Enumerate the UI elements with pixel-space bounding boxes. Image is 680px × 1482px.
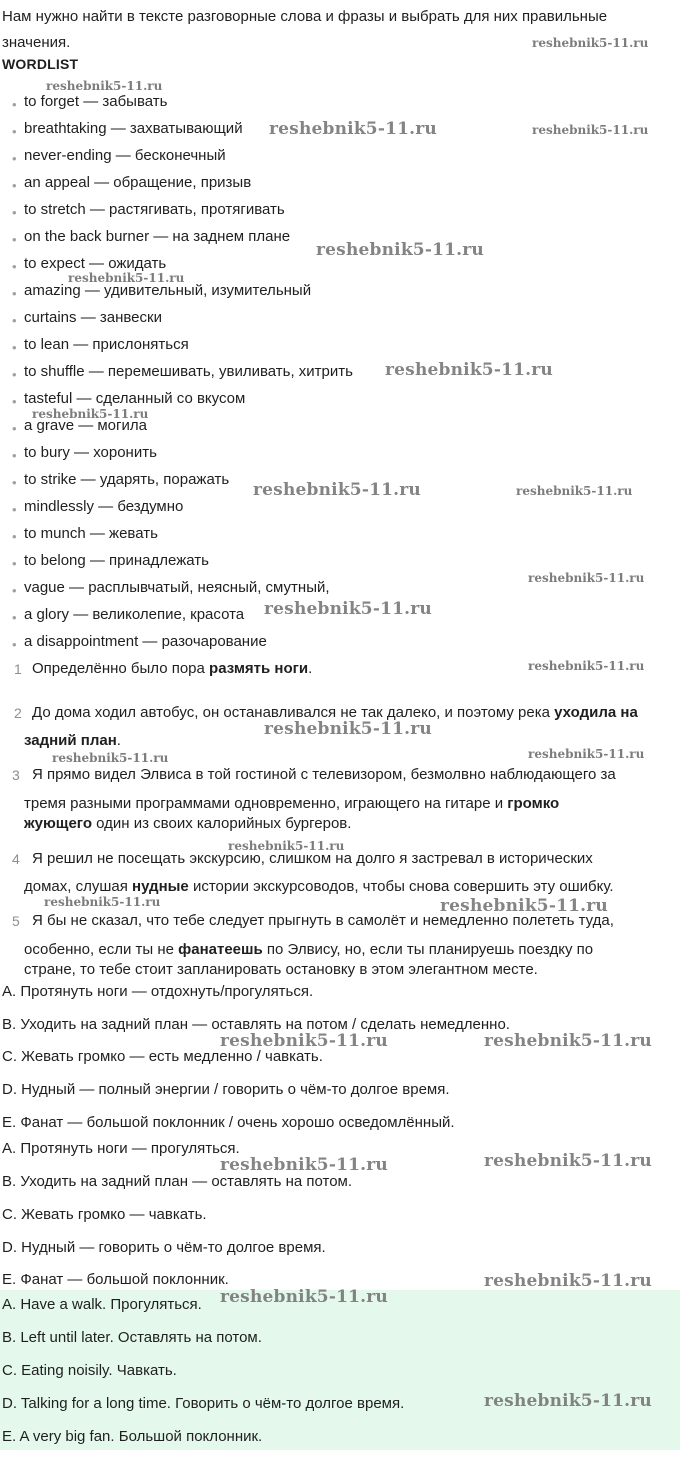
watermark: reshebnik5-11.ru [46,79,163,93]
chosen-item: E. Фанат — большой поклонник. [2,1271,229,1288]
wordlist-item: breathtaking — захватывающий [24,120,243,137]
watermark: reshebnik5-11.ru [269,119,437,139]
bullet-dot: • [12,475,17,490]
wordlist-item: tasteful — сделанный со вкусом [24,390,246,407]
sentence-5-line-3: стране, то тебе стоит запланировать остановку в этом элегантном месте. [24,961,538,978]
bullet-dot: • [12,151,17,166]
wordlist-item: to belong — принадлежать [24,552,209,569]
sentence-5-line-2: особенно, если ты не фанатеешь по Элвису, но, если ты планируешь поездку по [24,941,594,958]
highlight-phrase: жующего [24,815,92,832]
wordlist-item: never-ending — бесконечный [24,147,226,164]
wordlist-item: a grave — могила [24,417,147,434]
option-item: A. Протянуть ноги — отдохнуть/прогуляться. [2,983,314,1000]
bullet-dot: • [12,313,17,328]
highlight-phrase: громко [507,795,560,812]
chosen-item: D. Нудный — говорить о чём-то долгое время. [2,1239,326,1256]
highlight-phrase: задний план [24,732,117,749]
sentence-2-line-1: До дома ходил автобус, он останавливался не так далеко, и поэтому река уходила на [32,704,638,721]
answer-item: C. Eating noisily. Чавкать. [2,1362,177,1379]
bullet-dot: • [12,394,17,409]
bullet-dot: • [12,97,17,112]
wordlist-item: a glory — великолепие, красота [24,606,245,623]
wordlist-item: to bury — хоронить [24,444,157,461]
watermark: reshebnik5-11.ru [528,747,645,761]
sentence-number: 1 [14,661,22,677]
bullet-dot: • [12,529,17,544]
wordlist-heading: WORDLIST [2,56,79,72]
bullet-dot: • [12,448,17,463]
wordlist-item: to strike — ударять, поражать [24,471,230,488]
bullet-dot: • [12,124,17,139]
watermark: reshebnik5-11.ru [528,571,645,585]
watermark: reshebnik5-11.ru [32,407,149,421]
watermark: reshebnik5-11.ru [68,271,185,285]
bullet-dot: • [12,421,17,436]
watermark: reshebnik5-11.ru [264,719,432,739]
bullet-dot: • [12,232,17,247]
wordlist-item: on the back burner — на заднем плане [24,228,291,245]
bullet-dot: • [12,205,17,220]
highlight-phrase: нудные [132,878,189,895]
highlight-phrase: уходила на [554,704,638,721]
watermark: reshebnik5-11.ru [264,599,432,619]
watermark: reshebnik5-11.ru [484,1151,652,1171]
wordlist-item: to stretch — растягивать, протягивать [24,201,285,218]
wordlist-item: to expect — ожидать [24,255,167,272]
watermark: reshebnik5-11.ru [220,1287,388,1307]
wordlist-item: to lean — прислоняться [24,336,189,353]
option-item: D. Нудный — полный энергии / говорить о чём-то долгое время. [2,1081,450,1098]
watermark: reshebnik5-11.ru [253,480,421,500]
watermark: reshebnik5-11.ru [316,240,484,260]
wordlist-item: to shuffle — перемешивать, увиливать, хитрить [24,363,353,380]
sentence-number: 5 [12,913,20,929]
sentence-number: 3 [12,767,20,783]
watermark: reshebnik5-11.ru [228,839,345,853]
chosen-item: A. Протянуть ноги — прогуляться. [2,1140,240,1157]
watermark: reshebnik5-11.ru [516,484,633,498]
wordlist-item: amazing — удивительный, изумительный [24,282,312,299]
watermark: reshebnik5-11.ru [484,1391,652,1411]
sentence-3-line-3: жующего один из своих калорийных бургеров. [24,815,352,832]
highlight-phrase: размять ноги [209,660,309,677]
sentence-3-line-1: Я прямо видел Элвиса в той гостиной с телевизором, безмолвно наблюдающего за [32,766,616,783]
wordlist-item: curtains — занвески [24,309,162,326]
watermark: reshebnik5-11.ru [52,751,169,765]
watermark: reshebnik5-11.ru [484,1031,652,1051]
option-item: C. Жевать громко — есть медленно / чавкать. [2,1048,323,1065]
bullet-dot: • [12,367,17,382]
sentence-3-line-2: тремя разными программами одновременно, играющего на гитаре и громко [24,795,560,812]
bullet-dot: • [12,259,17,274]
wordlist-item: mindlessly — бездумно [24,498,184,515]
watermark: reshebnik5-11.ru [44,895,161,909]
bullet-dot: • [12,340,17,355]
sentence-2-line-2: задний план. [24,732,121,749]
sentence-4-line-2: домах, слушая нудные истории экскурсоводов, чтобы снова совершить эту ошибку. [24,878,614,895]
watermark: reshebnik5-11.ru [385,360,553,380]
watermark: reshebnik5-11.ru [220,1031,388,1051]
sentence-5-line-1: Я бы не сказал, что тебе следует прыгнуть в самолёт и немедленно полететь туда, [32,912,614,929]
bullet-dot: • [12,286,17,301]
wordlist-item: vague — расплывчатый, неясный, смутный, [24,579,330,596]
bullet-dot: • [12,583,17,598]
watermark: reshebnik5-11.ru [532,36,649,50]
bullet-dot: • [12,556,17,571]
option-item: E. Фанат — большой поклонник / очень хорошо осведомлённый. [2,1114,455,1131]
answer-item: E. A very big fan. Большой поклонник. [2,1428,263,1445]
watermark: reshebnik5-11.ru [532,123,649,137]
intro-line-1: Нам нужно найти в тексте разговорные слова и фразы и выбрать для них правильные [2,8,608,25]
chosen-item: C. Жевать громко — чавкать. [2,1206,207,1223]
bullet-dot: • [12,637,17,652]
sentence-number: 4 [12,851,20,867]
highlight-phrase: фанатеешь [178,941,263,958]
chosen-item: B. Уходить на задний план — оставлять на потом. [2,1173,353,1190]
task-intro [2,4,607,56]
bullet-dot: • [12,610,17,625]
wordlist-item: an appeal — обращение, призыв [24,174,252,191]
watermark: reshebnik5-11.ru [440,896,608,916]
option-item: B. Уходить на задний план — оставлять на потом / сделать немедленно. [2,1016,510,1033]
sentence-1: Определённо было пора размять ноги. [32,660,313,677]
watermark: reshebnik5-11.ru [484,1271,652,1291]
intro-line-2: значения. [2,34,71,51]
watermark: reshebnik5-11.ru [528,659,645,673]
bullet-dot: • [12,502,17,517]
bullet-dot: • [12,178,17,193]
wordlist-item: to forget — забывать [24,93,168,110]
answer-item: B. Left until later. Оставлять на потом. [2,1329,262,1346]
answer-item: A. Have a walk. Прогуляться. [2,1296,202,1313]
answer-item: D. Talking for a long time. Говорить о чём-то долгое время. [2,1395,405,1412]
sentence-number: 2 [14,705,22,721]
wordlist-item: to munch — жевать [24,525,158,542]
wordlist-item: a disappointment — разочарование [24,633,267,650]
sentence-4-line-1: Я решил не посещать экскурсию, слишком на долго я застревал в исторических [32,850,593,867]
watermark: reshebnik5-11.ru [220,1155,388,1175]
